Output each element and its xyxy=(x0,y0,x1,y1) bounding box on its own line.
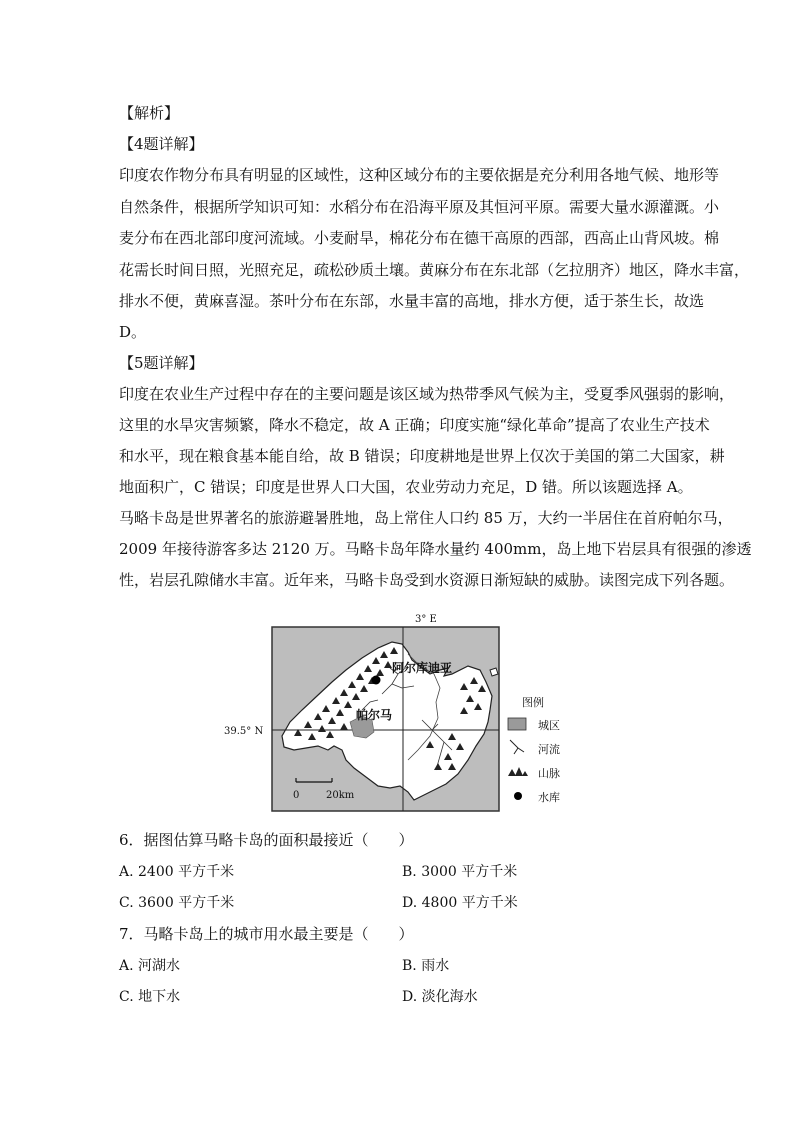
q5-line-4: 地面积广，C 错误；印度是世界人口大国，农业劳动力充足，D 错。所以该题选择 A。 xyxy=(119,478,693,496)
question-7-option-d[interactable]: D. 淡化海水 xyxy=(402,989,478,1005)
scale-zero: 0 xyxy=(293,790,300,801)
q4-line-5: 排水不便，黄麻喜湿。茶叶分布在东部，水量丰富的高地，排水方便，适于茶生长，故选 xyxy=(119,292,705,310)
legend-river-icon xyxy=(510,740,524,754)
legend-mountain: 山脉 xyxy=(538,767,560,780)
question-7-option-c[interactable]: C. 地下水 xyxy=(119,989,181,1005)
question-7-option-a[interactable]: A. 河湖水 xyxy=(119,958,181,974)
legend-title: 图例 xyxy=(522,696,544,709)
q5-line-1: 印度在农业生产过程中存在的主要问题是该区域为热带季风气候为主，受夏季风强弱的影响， xyxy=(119,385,735,403)
legend-reservoir: 水库 xyxy=(538,791,560,804)
palma-label: 帕尔马 xyxy=(356,708,393,722)
q5-line-2: 这里的水旱灾害频繁，降水不稳定，故 A 正确；印度实施“绿化革命”提高了农业生产技术 xyxy=(119,416,710,434)
question-6-option-d[interactable]: D. 4800 平方千米 xyxy=(402,895,518,911)
question-6-option-b[interactable]: B. 3000 平方千米 xyxy=(402,864,518,880)
intro-line-3: 性，岩层孔隙储水丰富。近年来，马略卡岛受到水资源日渐短缺的威胁。读图完成下列各题。 xyxy=(119,571,735,589)
legend-urban: 城区 xyxy=(538,719,560,732)
legend-reservoir-icon xyxy=(514,792,522,800)
q4-line-4: 花需长时间日照，光照充足，疏松砂质土壤。黄麻分布在东北部（乞拉朋齐）地区，降水丰富， xyxy=(119,261,750,279)
legend-mountain-icon xyxy=(508,767,528,776)
q4-line-6: D。 xyxy=(119,323,147,341)
q5-line-3: 和水平，现在粮食基本能自给，故 B 错误；印度耕地是世界上仅次于美国的第二大国家，耕 xyxy=(119,447,725,465)
question-6-option-c[interactable]: C. 3600 平方千米 xyxy=(119,895,235,911)
legend-river: 河流 xyxy=(538,743,560,756)
q5-heading: 【5题详解】 xyxy=(119,354,204,372)
intro-line-2: 2009 年接待游客多达 2120 万。马略卡岛年降水量约 400mm，岛上地下岩层具有很强的渗透 xyxy=(119,540,752,558)
scale-end: 20km xyxy=(326,790,355,801)
q4-line-2: 自然条件，根据所学知识可知：水稻分布在沿海平原及其恒河平原。需要大量水源灌溉。小 xyxy=(119,198,720,216)
question-6-stem: 6．据图估算马略卡岛的面积最接近（ ） xyxy=(119,831,414,849)
question-7-stem: 7．马略卡岛上的城市用水最主要是（ ） xyxy=(119,925,414,943)
latitude-label: 39.5° N xyxy=(224,726,264,737)
q4-line-3: 麦分布在西北部印度河流域。小麦耐旱，棉花分布在德干高原的西部，西高止山背风坡。棉 xyxy=(119,229,720,247)
q4-heading: 【4题详解】 xyxy=(119,135,204,153)
mallorca-map xyxy=(222,610,562,820)
q4-line-1: 印度农作物分布具有明显的区域性，这种区域分布的主要依据是充分利用各地气候、地形等 xyxy=(119,166,720,184)
longitude-label: 3° E xyxy=(415,614,437,625)
question-6-option-a[interactable]: A. 2400 平方千米 xyxy=(119,864,235,880)
question-7-option-b[interactable]: B. 雨水 xyxy=(402,958,450,974)
intro-line-1: 马略卡岛是世界著名的旅游避暑胜地，岛上常住人口约 85 万，大约一半居住在首府帕尔马， xyxy=(119,509,733,527)
legend-urban-swatch xyxy=(508,718,526,730)
reservoir-dot xyxy=(372,676,381,685)
alcudia-label: 阿尔库迪亚 xyxy=(392,661,453,675)
analysis-heading: 【解析】 xyxy=(119,104,180,122)
islet xyxy=(490,668,498,676)
mallorca-map-figure xyxy=(222,610,562,820)
